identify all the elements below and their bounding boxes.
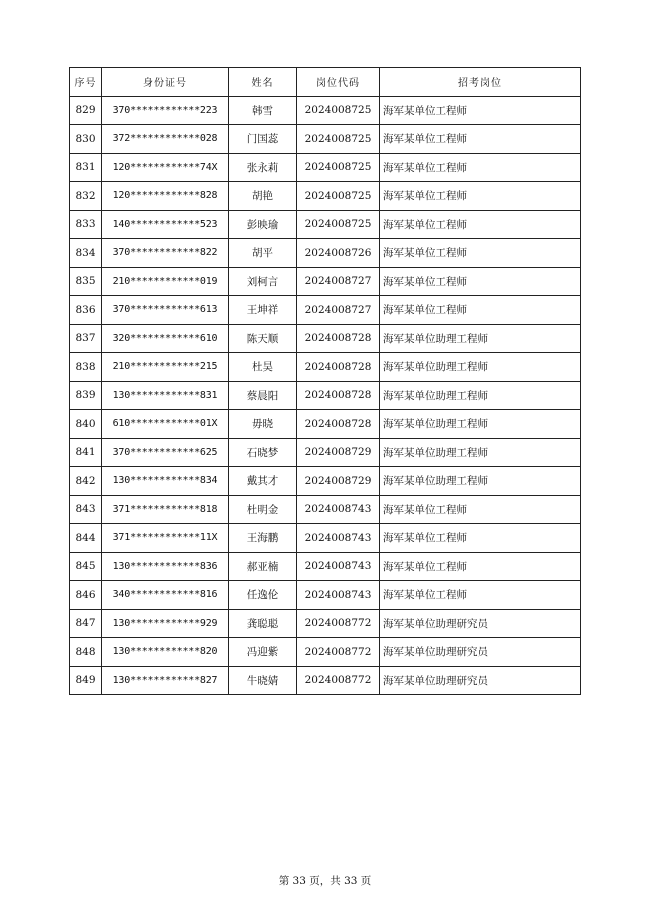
cell-name: 王海鹏 [229,524,297,553]
cell-id-number: 130************836 [102,552,229,581]
table-row [70,153,581,182]
cell-id-number: 130************820 [102,638,229,667]
cell-position: 海军某单位助理工程师 [380,467,581,496]
cell-name: 龚聪聪 [229,609,297,638]
table-header-row [70,68,581,97]
header-id-number: 身份证号 [102,68,229,97]
cell-position-code: 2024008743 [297,524,380,553]
cell-position: 海军某单位助理研究员 [380,666,581,695]
cell-seq: 842 [70,467,102,496]
cell-position: 海军某单位助理工程师 [380,324,581,353]
cell-id-number: 210************019 [102,267,229,296]
cell-position-code: 2024008725 [297,182,380,211]
cell-position: 海军某单位助理工程师 [380,381,581,410]
table-row [70,524,581,553]
cell-id-number: 130************827 [102,666,229,695]
cell-position: 海军某单位工程师 [380,125,581,154]
table-row [70,666,581,695]
cell-position-code: 2024008725 [297,153,380,182]
cell-position-code: 2024008728 [297,381,380,410]
cell-position: 海军某单位工程师 [380,239,581,268]
cell-position: 海军某单位工程师 [380,210,581,239]
table-row [70,467,581,496]
cell-id-number: 372************028 [102,125,229,154]
cell-position: 海军某单位工程师 [380,182,581,211]
cell-id-number: 610************01X [102,410,229,439]
cell-position: 海军某单位工程师 [380,495,581,524]
cell-position: 海军某单位助理工程师 [380,410,581,439]
cell-name: 杜明金 [229,495,297,524]
cell-position-code: 2024008727 [297,296,380,325]
table-row [70,353,581,382]
cell-position-code: 2024008725 [297,210,380,239]
table-row [70,267,581,296]
cell-position-code: 2024008728 [297,410,380,439]
table-row [70,438,581,467]
cell-position-code: 2024008743 [297,495,380,524]
cell-position-code: 2024008772 [297,638,380,667]
cell-id-number: 130************929 [102,609,229,638]
table-row [70,381,581,410]
cell-seq: 844 [70,524,102,553]
cell-position: 海军某单位工程师 [380,524,581,553]
cell-name: 彭映瑜 [229,210,297,239]
cell-name: 蔡晨阳 [229,381,297,410]
table-row [70,638,581,667]
cell-seq: 838 [70,353,102,382]
cell-name: 冯迎紫 [229,638,297,667]
cell-seq: 837 [70,324,102,353]
header-name: 姓名 [229,68,297,97]
cell-seq: 836 [70,296,102,325]
cell-seq: 840 [70,410,102,439]
cell-name: 毋晓 [229,410,297,439]
cell-position-code: 2024008772 [297,609,380,638]
cell-seq: 846 [70,581,102,610]
cell-position-code: 2024008743 [297,581,380,610]
cell-seq: 843 [70,495,102,524]
cell-position-code: 2024008772 [297,666,380,695]
cell-id-number: 371************818 [102,495,229,524]
cell-id-number: 371************11X [102,524,229,553]
cell-id-number: 340************816 [102,581,229,610]
cell-seq: 829 [70,96,102,125]
cell-seq: 833 [70,210,102,239]
table-row [70,296,581,325]
cell-name: 戴其才 [229,467,297,496]
table-row [70,495,581,524]
cell-position-code: 2024008727 [297,267,380,296]
cell-name: 石晓梦 [229,438,297,467]
cell-position-code: 2024008729 [297,467,380,496]
cell-position: 海军某单位工程师 [380,296,581,325]
cell-position: 海军某单位助理研究员 [380,638,581,667]
cell-position-code: 2024008729 [297,438,380,467]
cell-seq: 847 [70,609,102,638]
cell-seq: 832 [70,182,102,211]
table-row [70,210,581,239]
cell-id-number: 130************834 [102,467,229,496]
cell-seq: 845 [70,552,102,581]
candidate-table [69,67,581,695]
table-row [70,552,581,581]
cell-name: 胡艳 [229,182,297,211]
cell-position: 海军某单位工程师 [380,552,581,581]
table-row [70,324,581,353]
cell-name: 胡平 [229,239,297,268]
table-row [70,609,581,638]
table-row [70,125,581,154]
cell-name: 韩雪 [229,96,297,125]
cell-id-number: 120************74X [102,153,229,182]
cell-name: 门国蕊 [229,125,297,154]
cell-name: 陈天顺 [229,324,297,353]
table-row [70,239,581,268]
cell-seq: 848 [70,638,102,667]
cell-id-number: 130************831 [102,381,229,410]
cell-id-number: 320************610 [102,324,229,353]
cell-name: 杜昊 [229,353,297,382]
cell-seq: 830 [70,125,102,154]
cell-id-number: 140************523 [102,210,229,239]
cell-position: 海军某单位工程师 [380,96,581,125]
table-row [70,96,581,125]
cell-name: 王坤祥 [229,296,297,325]
cell-name: 任逸伦 [229,581,297,610]
table-row [70,182,581,211]
page-footer: 第 33 页，共 33 页 [278,875,372,887]
cell-id-number: 370************625 [102,438,229,467]
cell-position: 海军某单位助理工程师 [380,438,581,467]
cell-position: 海军某单位工程师 [380,267,581,296]
cell-position: 海军某单位工程师 [380,153,581,182]
cell-name: 刘柯言 [229,267,297,296]
cell-position: 海军某单位工程师 [380,581,581,610]
cell-seq: 834 [70,239,102,268]
cell-id-number: 370************613 [102,296,229,325]
cell-position-code: 2024008728 [297,324,380,353]
header-position-code: 岗位代码 [297,68,380,97]
cell-id-number: 210************215 [102,353,229,382]
cell-seq: 831 [70,153,102,182]
cell-position-code: 2024008726 [297,239,380,268]
header-position: 招考岗位 [380,68,581,97]
header-seq: 序号 [70,68,102,97]
cell-seq: 835 [70,267,102,296]
cell-seq: 841 [70,438,102,467]
cell-position-code: 2024008743 [297,552,380,581]
cell-id-number: 120************828 [102,182,229,211]
cell-position: 海军某单位助理工程师 [380,353,581,382]
cell-id-number: 370************822 [102,239,229,268]
cell-seq: 849 [70,666,102,695]
cell-id-number: 370************223 [102,96,229,125]
cell-position-code: 2024008725 [297,125,380,154]
table-row [70,410,581,439]
cell-name: 张永莉 [229,153,297,182]
table-body [70,96,581,695]
table-row [70,581,581,610]
cell-position-code: 2024008728 [297,353,380,382]
cell-name: 郝亚楠 [229,552,297,581]
cell-seq: 839 [70,381,102,410]
cell-position: 海军某单位助理研究员 [380,609,581,638]
cell-name: 牛晓婧 [229,666,297,695]
cell-position-code: 2024008725 [297,96,380,125]
